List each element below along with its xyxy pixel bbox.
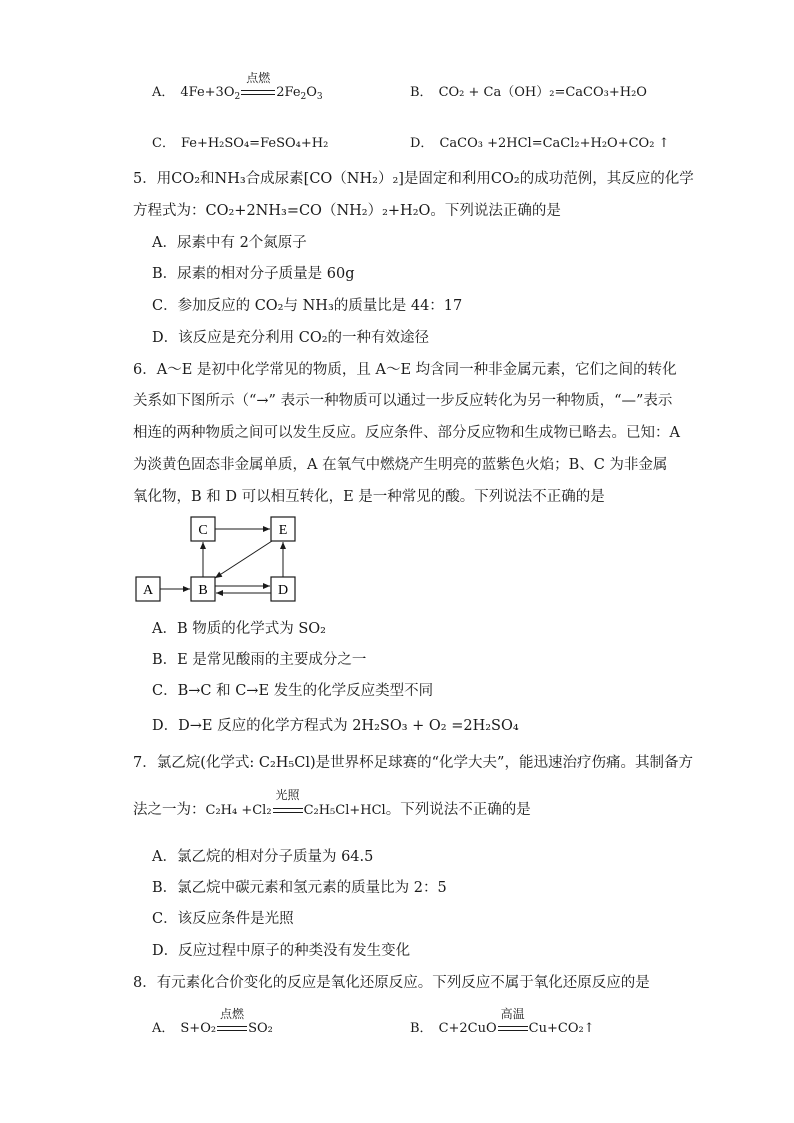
q7-option-d: D．反应过程中原子的种类没有发生变化 — [152, 943, 411, 959]
q6-stem-line3: 相连的两种物质之间可以发生反应。反应条件、部分反应物和生成物已略去。已知：A — [133, 425, 680, 441]
q8-option-a: A． S+O₂ 点燃 SO₂ — [152, 1007, 273, 1036]
q4-option-a: A． $4Fe+3O_2$ 点燃 $2Fe_2O_3$ — [152, 71, 323, 102]
arrow-e-to-b — [215, 541, 272, 578]
q6-option-a: A．B 物质的化学式为 SO₂ — [152, 621, 326, 637]
q7-stem-line1: 7．氯乙烷(化学式: C₂H₅Cl)是世界杯足球赛的“化学大夫”，能迅速治疗伤痛。其制备方 — [133, 755, 693, 771]
q6-stem-line1: 6．A～E 是初中化学常见的物质，且 A～E 均含同一种非金属元素，它们之间的转化 — [133, 362, 677, 378]
node-c-label: C — [198, 523, 208, 538]
q6-stem-line5: 氧化物，B 和 D 可以相互转化，E 是一种常见的酸。下列说法不正确的是 — [133, 489, 605, 505]
q8-a-condition: 点燃 — [217, 1020, 247, 1038]
node-e-label: E — [278, 523, 288, 538]
q7-option-c: C．该反应条件是光照 — [152, 911, 294, 927]
node-d-label: D — [277, 583, 289, 598]
q6-option-c: C．B→C 和 C→E 发生的化学反应类型不同 — [152, 683, 434, 699]
q6-stem-line4: 为淡黄色固态非金属单质，A 在氧气中燃烧产生明亮的蓝紫色火焰；B、C 为非金属 — [133, 457, 668, 473]
node-b-label: B — [198, 583, 208, 598]
q5-option-b: B．尿素的相对分子质量是 60g — [152, 266, 355, 282]
q6-option-d: D．D→E 反应的化学方程式为 2H₂SO₃ + O₂ =2H₂SO₄ — [152, 718, 519, 734]
q6-option-b: B．E 是常见酸雨的主要成分之一 — [152, 652, 367, 668]
q5-option-a: A．尿素中有 2个氮原子 — [152, 235, 307, 251]
q8-b-condition: 高温 — [498, 1020, 528, 1038]
q6-stem-line2: 关系如下图所示（“→” 表示一种物质可以通过一步反应转化为另一种物质，“—”表示 — [133, 393, 673, 409]
node-a-label: A — [142, 583, 154, 598]
q4-option-c: C． Fe+H₂SO₄=FeSO₄+H₂ — [152, 136, 329, 151]
q7-option-b: B．氯乙烷中碳元素和氢元素的质量比为 2：5 — [152, 880, 447, 896]
q7-condition: 光照 — [273, 801, 303, 819]
q8-option-b: B． C+2CuO 高温 Cu+CO₂↑ — [410, 1007, 595, 1036]
q5-stem-line1: 5．用CO₂和NH₃合成尿素[CO（NH₂）₂]是固定和利用CO₂的成功范例，其反应的化学 — [133, 171, 694, 187]
q4-option-b: B． CO₂ + Ca（OH）₂=CaCO₃+H₂O — [410, 85, 647, 100]
q5-option-d: D．该反应是充分利用 CO₂的一种有效途径 — [152, 330, 430, 346]
q5-stem-line2: 方程式为：CO₂+2NH₃=CO（NH₂）₂+H₂O。下列说法正确的是 — [133, 203, 561, 219]
q4-a-condition: 点燃 — [241, 84, 275, 102]
q5-option-c: C．参加反应的 CO₂与 NH₃的质量比是 44：17 — [152, 298, 463, 314]
q7-stem-line2: 法之一为：C₂H₄ +Cl₂ 光照 C₂H₅Cl+HCl。下列说法不正确的是 — [133, 788, 531, 818]
q7-option-a: A．氯乙烷的相对分子质量为 64.5 — [152, 849, 374, 865]
q4-option-d: D． CaCO₃ +2HCl=CaCl₂+H₂O+CO₂ ↑ — [410, 136, 670, 151]
q8-stem: 8．有元素化合价变化的反应是氧化还原反应。下列反应不属于氧化还原反应的是 — [133, 975, 650, 991]
